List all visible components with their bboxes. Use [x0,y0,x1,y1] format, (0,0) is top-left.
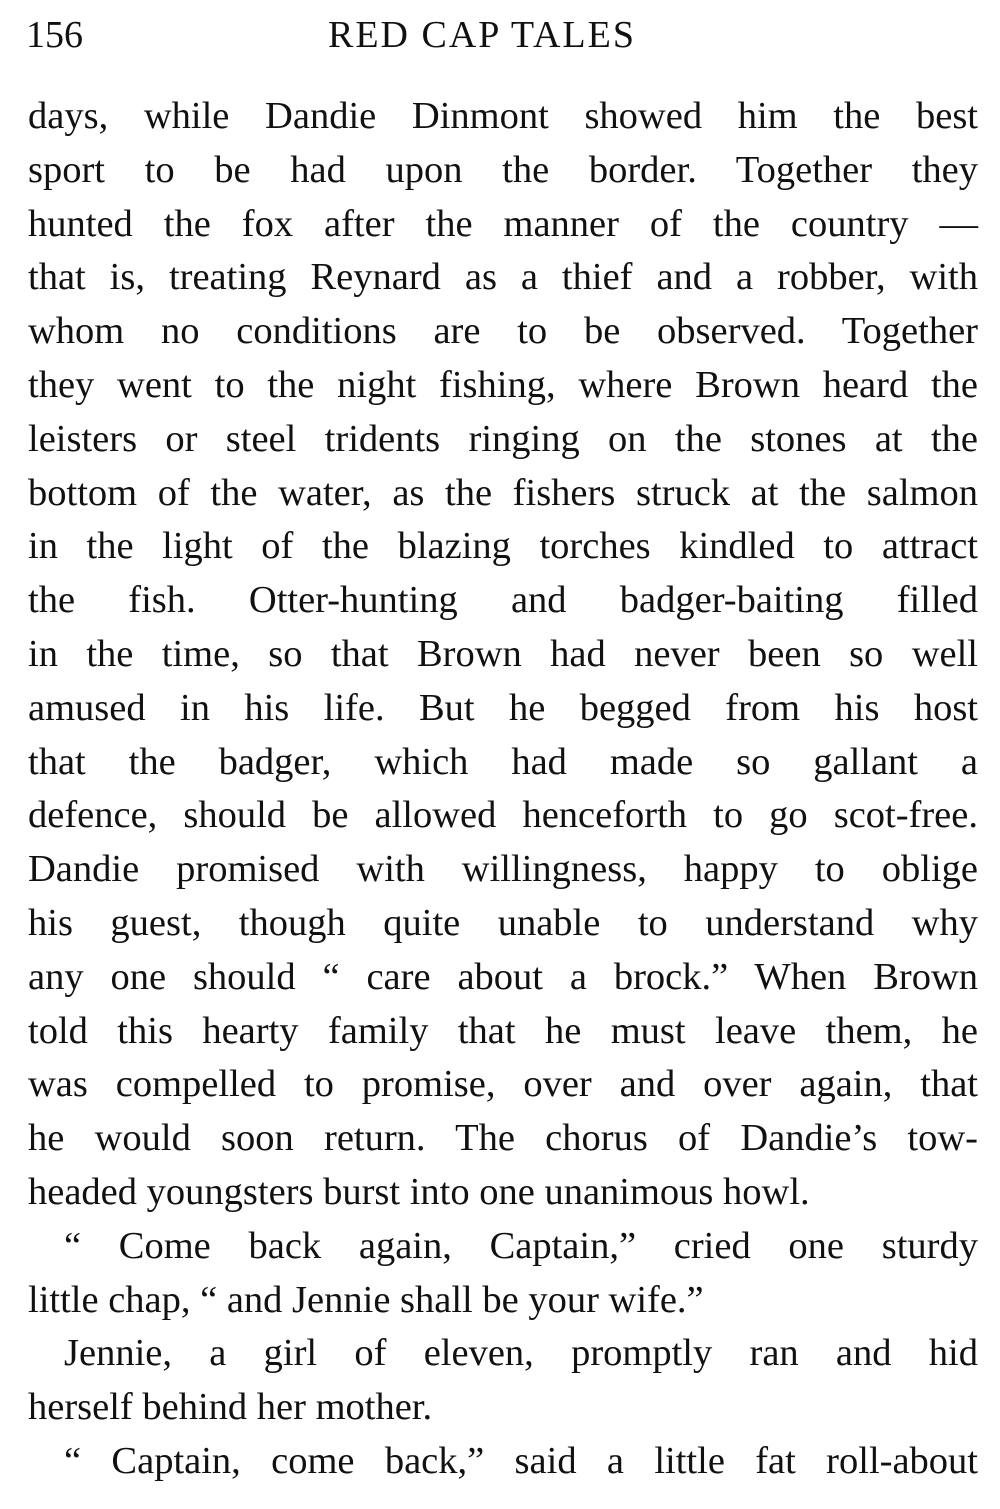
text-line: Dandie promised with willingness, happy to oblige [28,848,978,891]
text-line: that the badger, which had made so gallant a [28,740,978,783]
text-line: amused in his life. But he begged from his host [28,686,978,729]
text-line: his guest, though quite unable to understand why [28,901,978,944]
page-number: 156 [26,14,83,56]
text-line: he would soon return. The chorus of Dandie’s tow- [28,1117,978,1160]
text-line: in the time, so that Brown had never been so well [28,632,978,675]
text-line: defence, should be allowed henceforth to go scot-free. [28,794,978,837]
text-line: leisters or steel tridents ringing on the stones at the [28,417,978,460]
body-text [28,90,978,1489]
text-line: told this hearty family that he must leave them, he [28,1009,978,1052]
paragraph-first-line: “ Captain, come back,” said a little fat roll-about [64,1439,978,1482]
paragraph-last-line: little chap, “ and Jennie shall be your wife.” [28,1278,704,1321]
text-line: hunted the fox after the manner of the country — [28,202,978,245]
paragraph-first-line: “ Come back again, Captain,” cried one sturdy [64,1224,978,1267]
text-line: in the light of the blazing torches kindled to attract [28,525,978,568]
running-title: RED CAP TALES [328,14,636,56]
text-line: any one should “ care about a brock.” When Brown [28,955,978,998]
paragraph-last-line: herself behind her mother. [28,1386,433,1429]
paragraph-first-line: Jennie, a girl of eleven, promptly ran and hid [64,1332,978,1375]
text-line: bottom of the water, as the fishers struck at the salmon [28,471,978,514]
paragraph-last-line: headed youngsters burst into one unanimous howl. [28,1170,810,1213]
text-line: the fish. Otter-hunting and badger-baiting filled [28,579,978,622]
text-line: days, while Dandie Dinmont showed him the best [28,95,978,137]
text-line: that is, treating Reynard as a thief and a robber, with [28,256,978,299]
text-line: whom no conditions are to be observed. Together [28,310,978,353]
text-line: they went to the night fishing, where Brown heard the [28,363,978,406]
running-head [26,12,980,62]
text-line: sport to be had upon the border. Together they [28,148,978,191]
text-line: was compelled to promise, over and over again, that [28,1063,978,1106]
